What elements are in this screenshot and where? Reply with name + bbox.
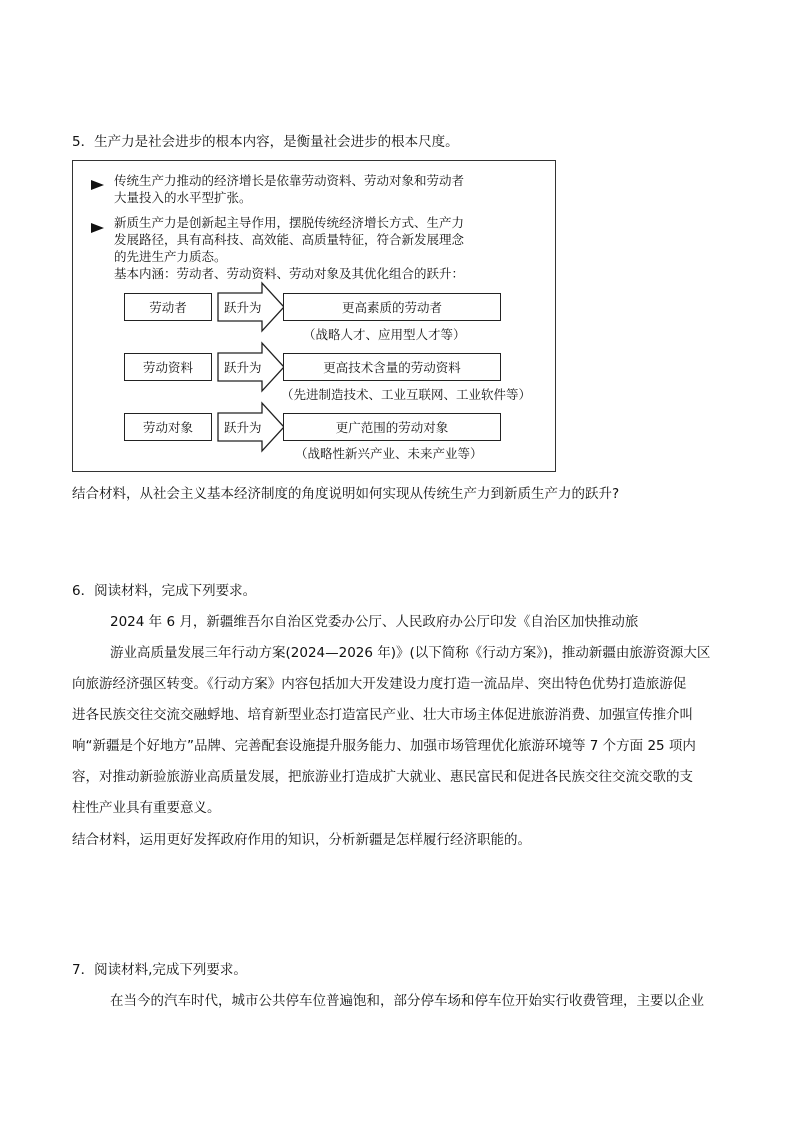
arrow-label: 跃升为 [224,360,262,375]
q6-question: 结合材料，运用更好发挥政府作用的知识，分析新疆是怎样履行经济职能的。 [72,832,531,848]
note-labor: （战略人才、应用型人才等） [303,327,466,342]
box-right-means: 更高技术含量的劳动资料 [283,353,501,381]
bullet1-line1: 传统生产力推动的经济增长是依靠劳动资料、劳动对象和劳动者 [114,173,465,188]
box-left-objects: 劳动对象 [124,413,212,441]
bullet2-line1: 新质生产力是创新起主导作用，摆脱传统经济增长方式、生产力 [114,215,465,230]
q6-para-line: 柱性产业具有重要意义。 [72,800,221,816]
box-right-objects: 更广范围的劳动对象 [283,413,501,441]
box-left-labor: 劳动者 [124,293,212,321]
q6-para-line: 响“新疆是个好地方”品牌、完善配套设施提升服务能力、加强市场管理优化旅游环境等 7 个方面 25 项内 [72,738,696,754]
q6-para-line: 游业高质量发展三年行动方案(2024—2026 年)》(以下简称《行动方案》)，推动新疆由旅游资源大区 [110,645,711,661]
box-right-labor: 更高素质的劳动者 [283,293,501,321]
basic-line: 基本内涵：劳动者、劳动资料、劳动对象及其优化组合的跃升： [114,266,465,281]
arrow-label: 跃升为 [224,300,262,315]
note-objects: （战略性新兴产业、未来产业等） [295,446,483,461]
q6-para-line: 容，对推动新验旅游业高质量发展，把旅游业打造成扩大就业、惠民富民和促进各民族交往交流交歌的支 [72,769,693,785]
q7-para-line: 在当今的汽车时代，城市公共停车位普遍饱和，部分停车场和停车位开始实行收费管理，主要以企业 [110,993,704,1009]
note-means: （先进制造技术、工业互联网、工业软件等） [281,387,532,402]
q5-figure [72,160,556,472]
q6-para-line: 进各民族交往交流交融蜉地、培育新型业态打造富民产业、壮大市场主体促进旅游消费、加强宣传推介叫 [72,707,693,723]
q6-para-line: 2024 年 6 月，新疆维吾尔自治区党委办公厅、人民政府办公厅印发《自治区加快推动旅 [110,614,639,630]
bullet2-line3: 的先进生产力质态。 [114,249,227,264]
q6-title: 6．阅读材料，完成下列要求。 [72,583,257,599]
bullet2-line2: 发展路径，具有高科技、高效能、高质量特征，符合新发展理念 [114,232,465,247]
q5-title: 5．生产力是社会进步的根本内容，是衡量社会进步的根本尺度。 [72,134,459,150]
q6-para-line: 向旅游经济强区转变。《行动方案》内容包括加大开发建设力度打造一流品岸、突出特色优势打造旅游促 [72,676,687,692]
q5-question: 结合材料，从社会主义基本经济制度的角度说明如何实现从传统生产力到新质生产力的跃升? [72,486,620,502]
box-left-means: 劳动资料 [124,353,212,381]
bullet1-line2: 大量投入的水平型扩张。 [114,190,252,205]
q7-title: 7．阅读材料,完成下列要求。 [72,962,247,978]
arrow-label: 跃升为 [224,420,262,435]
arrow-bullet-icon [91,180,104,190]
arrow-bullet-icon [91,223,104,233]
